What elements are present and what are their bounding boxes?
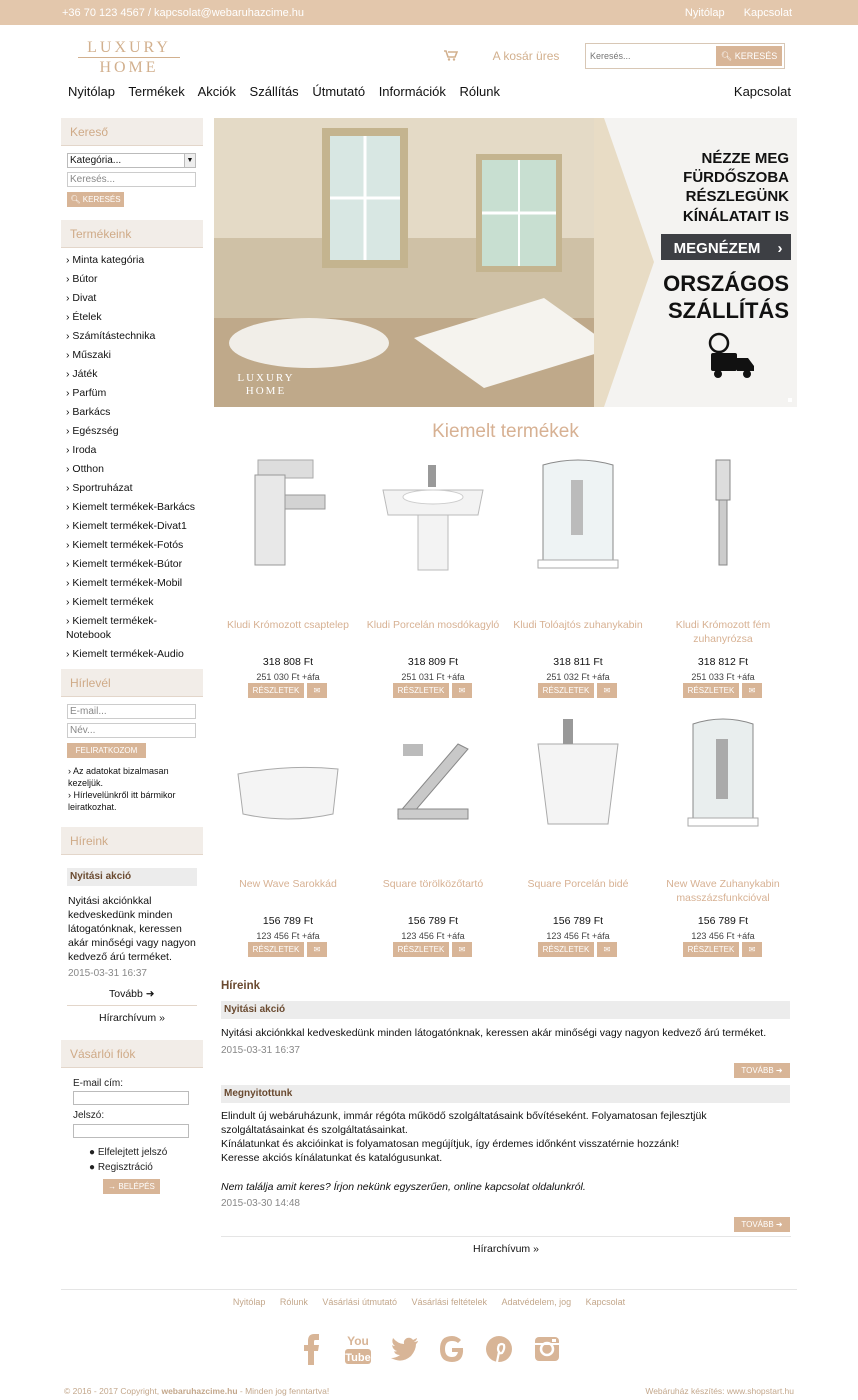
category-item[interactable]: › Kiemelt termékek-Bútor xyxy=(66,558,183,570)
category-item[interactable]: › Játék xyxy=(66,368,98,380)
footer-links xyxy=(0,1297,858,1307)
add-to-cart-button[interactable] xyxy=(307,683,327,698)
nav-item-about[interactable]: Rólunk xyxy=(459,84,500,99)
banner-cta: MEGNÉZEM xyxy=(673,240,761,257)
news-more-button[interactable]: TOVÁBB ➜ xyxy=(734,1217,790,1232)
banner-line3: RÉSZLEGÜNK xyxy=(685,188,789,205)
product-price: 318 812 Ft xyxy=(697,656,749,668)
product-image-shower-head xyxy=(668,455,778,575)
nav-item-shipping[interactable]: Szállítás xyxy=(249,84,299,99)
sidebar-products xyxy=(61,220,203,660)
product-name[interactable]: New Wave Zuhanykabin masszázsfunkcióval xyxy=(666,878,780,904)
banner-logo1: LUXURY xyxy=(237,372,295,384)
add-to-cart-button[interactable] xyxy=(597,942,617,957)
details-button[interactable]: RÉSZLETEK xyxy=(538,683,594,698)
category-item[interactable]: › Kiemelt termékek-Fotós xyxy=(66,539,184,551)
product-name[interactable]: Square Porcelán bidé xyxy=(527,878,629,890)
news-archive-label: Hírarchívum xyxy=(473,1243,531,1255)
main-nav xyxy=(68,84,510,99)
category-item[interactable]: › Iroda xyxy=(66,444,97,456)
site-logo[interactable] xyxy=(78,40,180,74)
category-list xyxy=(66,251,195,664)
facebook-icon[interactable] xyxy=(296,1332,326,1366)
category-item[interactable]: › Számítástechnika xyxy=(66,330,156,342)
sidebar-products-title: Termékeink xyxy=(61,220,203,248)
category-item[interactable]: › Minta kategória xyxy=(66,254,145,266)
news-item-text: Nyitási akciónkkal kedveskedünk minden látogatónknak, keressen akár minőségi vagy nagyon kedvező árú terméket. xyxy=(221,1027,767,1039)
banner-line2: FÜRDŐSZOBA xyxy=(683,169,789,186)
product-image-towel-holder xyxy=(378,714,488,834)
add-to-cart-button[interactable] xyxy=(452,683,472,698)
product-name[interactable]: New Wave Sarokkád xyxy=(239,878,337,890)
news-item-title[interactable]: Nyitási akció xyxy=(221,1001,790,1019)
top-bar xyxy=(0,0,858,25)
sidebar-search-button[interactable]: 🔍︎ KERESÉS xyxy=(67,192,124,207)
cart[interactable] xyxy=(444,49,559,63)
sidebar-news-title: Híreink xyxy=(61,827,203,855)
account-title: Vásárlói fiók xyxy=(61,1040,203,1068)
add-to-cart-button[interactable] xyxy=(597,683,617,698)
news-item-text: Elindult új webáruházunk, immár régóta működő szolgáltatásaink bővítéseként. Folyamatosan fejlesztjük szolgáltatásainkat és szolgáltatásainkat. xyxy=(221,1110,707,1136)
credit-link[interactable]: Webáruház készítés: www.shopstart.hu xyxy=(645,1386,794,1396)
cart-icon: ✉︎ xyxy=(313,686,321,695)
copyright: © 2016 - 2017 Copyright, webaruhazcime.hu - Minden jog fenntartva! xyxy=(64,1386,330,1396)
more-link-label: Tovább xyxy=(109,988,143,1000)
product-price: 156 789 Ft xyxy=(407,915,459,927)
sidebar-news-item-title[interactable]: Nyitási akció xyxy=(67,868,197,886)
category-item[interactable]: › Divat xyxy=(66,292,97,304)
product-image-massage-cabin xyxy=(668,714,778,834)
news-archive-link[interactable]: Hírarchívum » xyxy=(473,1243,539,1255)
product-image-bathtub xyxy=(233,714,343,834)
subscribe-button[interactable]: FELIRATKOZOM xyxy=(67,743,146,758)
banner-line1: NÉZZE MEG xyxy=(701,150,789,167)
category-item[interactable]: › Kiemelt termékek- Notebook xyxy=(66,615,158,641)
footer-link-home[interactable]: Nyitólap xyxy=(232,1297,266,1307)
search-input[interactable] xyxy=(590,48,710,64)
nav-item-home[interactable]: Nyitólap xyxy=(68,84,115,99)
banner-logo2: HOME xyxy=(245,385,287,397)
product-net-price: 123 456 Ft +áfa xyxy=(401,931,465,941)
category-item[interactable]: › Kiemelt termékek-Barkács xyxy=(66,501,195,513)
news-more-button[interactable]: TOVÁBB ➜ xyxy=(734,1063,790,1078)
product-price: 318 808 Ft xyxy=(262,656,314,668)
product-price: 318 809 Ft xyxy=(407,656,459,668)
arrow-circle-icon: ➜ xyxy=(145,988,155,1000)
archive-link-label: Hírarchívum xyxy=(99,1012,157,1024)
product-card[interactable] xyxy=(363,455,503,700)
product-card[interactable] xyxy=(653,455,793,700)
svg-text:Tube: Tube xyxy=(345,1352,371,1364)
product-net-price: 251 032 Ft +áfa xyxy=(546,672,610,682)
account-links xyxy=(89,1145,167,1175)
product-net-price: 123 456 Ft +áfa xyxy=(256,931,320,941)
news-item-date: 2015-03-30 14:48 xyxy=(221,1198,300,1209)
product-card[interactable] xyxy=(508,714,648,959)
nav-item-guide[interactable]: Útmutató xyxy=(312,84,366,99)
sidebar-search xyxy=(61,118,203,213)
category-item[interactable]: › Bútor xyxy=(66,273,98,285)
google-icon[interactable] xyxy=(437,1332,467,1366)
details-button[interactable]: RÉSZLETEK xyxy=(683,942,739,957)
chevron-down-icon: ▼ xyxy=(184,154,195,167)
logo-line1: LUXURY xyxy=(87,39,171,56)
category-item[interactable]: › Kiemelt termékek-Mobil xyxy=(66,577,183,589)
product-net-price: 251 033 Ft +áfa xyxy=(691,672,755,682)
newsletter-note: › Az adatokat bizalmasan kezeljük. xyxy=(68,766,169,788)
product-net-price: 251 031 Ft +áfa xyxy=(401,672,465,682)
news-more-label: TOVÁBB xyxy=(741,1220,774,1229)
details-button[interactable]: RÉSZLETEK xyxy=(538,942,594,957)
product-net-price: 251 030 Ft +áfa xyxy=(256,672,320,682)
nav-item-products[interactable]: Termékek xyxy=(128,84,185,99)
sidebar-news-date: 2015-03-31 16:37 xyxy=(68,968,147,979)
copyright-site-link[interactable]: webaruhazcime.hu xyxy=(161,1386,238,1396)
product-image-sink xyxy=(378,455,488,575)
category-item[interactable]: › Műszaki xyxy=(66,349,111,361)
footer-link-about[interactable]: Rólunk xyxy=(279,1297,308,1307)
login-password-field[interactable] xyxy=(73,1124,189,1138)
email-label: E-mail cím: xyxy=(73,1078,123,1089)
product-card[interactable] xyxy=(218,714,358,959)
news-more-label: TOVÁBB xyxy=(741,1066,774,1075)
cart-icon: ✉︎ xyxy=(748,945,756,954)
newsletter-note: › Hírlevelünkről itt bármikor leiratkozhat. xyxy=(68,790,176,812)
svg-text:You: You xyxy=(347,1334,369,1348)
footer-link-guide[interactable]: Vásárlási útmutató xyxy=(322,1297,397,1307)
nav-item-info[interactable]: Információk xyxy=(378,84,446,99)
category-item[interactable]: › Kiemelt termékek-Divat1 xyxy=(66,520,187,532)
news-item-text: Keresse akciós kínálatunkat és katalógusunkat. xyxy=(221,1152,443,1164)
product-image-faucet xyxy=(233,455,343,575)
category-item[interactable]: › Parfüm xyxy=(66,387,107,399)
cart-icon: ✉︎ xyxy=(603,686,611,695)
news-title: Híreink xyxy=(221,980,260,992)
details-button[interactable]: RÉSZLETEK xyxy=(393,942,449,957)
product-card[interactable] xyxy=(363,714,503,959)
newsletter-name-input[interactable]: Név... xyxy=(67,723,196,738)
login-button-label: BELÉPÉS xyxy=(118,1182,155,1191)
category-item[interactable]: › Sportruházat xyxy=(66,482,133,494)
product-price: 156 789 Ft xyxy=(697,915,749,927)
category-item[interactable]: › Ételek xyxy=(66,311,102,323)
login-button[interactable]: → BELÉPÉS xyxy=(103,1179,160,1194)
details-button[interactable]: RÉSZLETEK xyxy=(248,683,304,698)
pinterest-icon[interactable] xyxy=(484,1332,514,1366)
product-card[interactable] xyxy=(508,455,648,700)
category-item[interactable]: › Barkács xyxy=(66,406,111,418)
cart-status: A kosár üres xyxy=(492,49,560,63)
details-button[interactable]: RÉSZLETEK xyxy=(248,942,304,957)
cart-icon xyxy=(444,50,458,61)
footer-link-terms[interactable]: Vásárlási feltételek xyxy=(411,1297,488,1307)
news-item-date: 2015-03-31 16:37 xyxy=(221,1045,300,1056)
news-item-text: Kínálatunkat és akcióinkat is folyamatosan megújítjuk, így érdemes időnként visszatérnie hozzánk! xyxy=(221,1138,680,1150)
details-button[interactable]: RÉSZLETEK xyxy=(393,683,449,698)
logo-line2: HOME xyxy=(99,59,159,76)
footer-link-privacy[interactable]: Adatvédelem, jog xyxy=(501,1297,572,1307)
product-name[interactable]: Kludi Krómozott fém zuhanyrózsa xyxy=(675,619,771,645)
more-link[interactable] xyxy=(109,988,155,1000)
bathroom-photo xyxy=(214,118,797,407)
cart-icon: ✉︎ xyxy=(458,686,466,695)
add-to-cart-button[interactable] xyxy=(307,942,327,957)
add-to-cart-button[interactable] xyxy=(742,683,762,698)
nav-item-sales[interactable]: Akciók xyxy=(197,84,236,99)
top-link-home[interactable]: Nyitólap xyxy=(684,7,725,19)
footer-link-contact[interactable]: Kapcsolat xyxy=(585,1297,626,1307)
product-net-price: 123 456 Ft +áfa xyxy=(691,931,755,941)
add-to-cart-button[interactable] xyxy=(452,942,472,957)
category-select[interactable] xyxy=(67,153,196,168)
product-net-price: 123 456 Ft +áfa xyxy=(546,931,610,941)
product-name[interactable]: Kludi Porcelán mosdókagyló xyxy=(366,619,500,631)
product-price: 318 811 Ft xyxy=(553,656,603,668)
cart-icon: ✉︎ xyxy=(603,945,611,954)
sidebar-news-text: Nyitási akciónkkal kedveskedünk minden látogatónknak, keressen akár minőségi vagy nagyon kedvező árú terméket. xyxy=(68,895,196,963)
nav-item-contact[interactable]: Kapcsolat xyxy=(733,84,791,99)
cart-icon: ✉︎ xyxy=(748,686,756,695)
twitter-icon[interactable] xyxy=(390,1332,420,1366)
login-email-field[interactable] xyxy=(73,1091,189,1105)
sidebar-search-button-label: KERESÉS xyxy=(82,195,121,204)
banner-shipping1: ORSZÁGOS xyxy=(663,271,789,296)
category-item[interactable]: › Kiemelt termékek xyxy=(66,596,154,608)
featured-title: Kiemelt termékek xyxy=(432,421,579,442)
search-icon: 🔍︎ xyxy=(720,51,733,61)
contact-info[interactable]: +36 70 123 4567 / kapcsolat@webaruhazcime.hu xyxy=(62,7,305,19)
details-button[interactable]: RÉSZLETEK xyxy=(683,683,739,698)
search-button[interactable] xyxy=(716,46,782,66)
category-item[interactable]: › Kiemelt termékek-Audio xyxy=(66,648,184,660)
password-label: Jelszó: xyxy=(73,1110,105,1121)
add-to-cart-button[interactable] xyxy=(742,942,762,957)
top-link-contact[interactable]: Kapcsolat xyxy=(743,7,792,19)
sidebar-search-title: Kereső xyxy=(61,118,203,146)
slider-dot xyxy=(788,398,792,402)
product-price: 156 789 Ft xyxy=(552,915,604,927)
category-item[interactable]: › Egészség xyxy=(66,425,119,437)
product-card[interactable] xyxy=(653,714,793,959)
search-button-label: KERESÉS xyxy=(734,51,778,61)
forgot-password-link[interactable]: ● Elfelejtett jelszó xyxy=(89,1147,168,1158)
product-name[interactable]: Square törölközőtartó xyxy=(382,878,484,890)
cart-icon: ✉︎ xyxy=(458,945,466,954)
chevron-right-icon: › xyxy=(777,240,783,257)
sidebar-account xyxy=(61,1040,203,1200)
newsletter-email-input[interactable]: E-mail... xyxy=(67,704,196,719)
top-links xyxy=(669,7,792,19)
news-item-text: Nem találja amit keres? Írjon nekünk egyszerűen, online kapcsolat oldalunkról. xyxy=(221,1181,586,1193)
product-card[interactable] xyxy=(218,455,358,700)
archive-link[interactable]: Hírarchívum » xyxy=(99,1012,165,1024)
product-image-shower-cabin xyxy=(523,455,633,575)
product-name[interactable]: Kludi Krómozott csaptelep xyxy=(227,619,349,631)
register-link[interactable]: ● Regisztráció xyxy=(89,1162,153,1173)
news-item-title[interactable]: Megnyitottunk xyxy=(221,1085,790,1103)
category-item[interactable]: › Otthon xyxy=(66,463,104,475)
sidebar-news xyxy=(61,827,203,1037)
instagram-icon[interactable] xyxy=(532,1332,562,1366)
product-name[interactable]: Kludi Tolóajtós zuhanykabin xyxy=(513,619,643,631)
banner-shipping2: SZÁLLÍTÁS xyxy=(668,298,789,323)
product-image-bidet xyxy=(523,714,633,834)
newsletter-title: Hírlevél xyxy=(61,669,203,697)
cart-icon: ✉︎ xyxy=(313,945,321,954)
header-search xyxy=(585,43,785,69)
newsletter-notes xyxy=(68,765,200,813)
sidebar-newsletter xyxy=(61,669,203,819)
category-select-value: Kategória... xyxy=(70,155,122,166)
youtube-icon[interactable] xyxy=(343,1332,373,1366)
hero-banner[interactable] xyxy=(214,118,797,407)
product-price: 156 789 Ft xyxy=(262,915,314,927)
sidebar-search-input[interactable]: Keresés... xyxy=(67,172,196,187)
banner-line4: KÍNÁLATAIT IS xyxy=(682,208,789,225)
